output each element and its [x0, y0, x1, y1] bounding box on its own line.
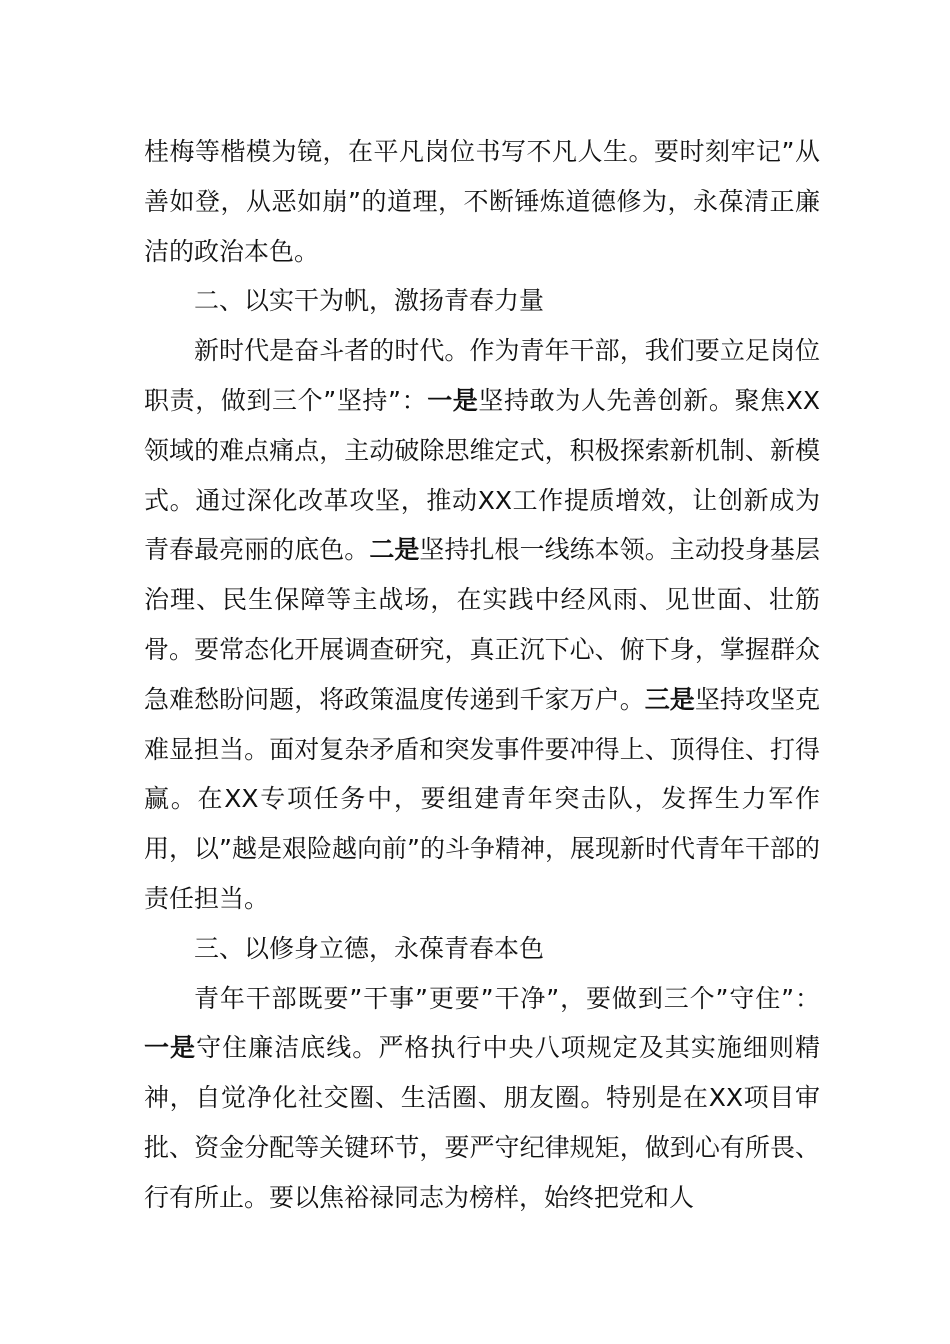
paragraph-2-text-3: 坚持扎根一线练本领。主动投身基层治理、民生保障等主战场，在实践中经风雨、见世面、壮筋骨。要常态化开展调查研究，真正沉下心、俯下身，掌握群众急难愁盼问题，将政策温度传递到千家万户。 [144, 535, 820, 714]
section-heading-3-text: 三、以修身立德，永葆青春本色 [194, 933, 545, 963]
paragraph-1-text: 桂梅等楷模为镜，在平凡岗位书写不凡人生。要时刻牢记”从善如登，从恶如崩”的道理，不断锤炼道德修为，永葆清正廉洁的政治本色。 [144, 137, 820, 266]
paragraph-3-bold-1: 一是 [144, 1033, 197, 1063]
paragraph-2-bold-2: 二是 [369, 535, 420, 565]
paragraph-3-text-2: 守住廉洁底线。严格执行中央八项规定及其实施细则精神，自觉净化社交圈、生活圈、朋友圈。特别是在XX项目审批、资金分配等关键环节，要严守纪律规矩，做到心有所畏、行有所止。要以焦裕禄同志为榜样，始终把党和人 [144, 1033, 820, 1212]
paragraph-2-bold-1: 一是 [427, 385, 479, 415]
document-page [144, 127, 820, 1223]
paragraph-2-text-1: 新时代是奋斗者的时代。作为青年干部，我们要立足岗位职责，做到三个”坚持”： [144, 336, 820, 415]
paragraph-2-bold-3: 三是 [644, 684, 695, 714]
paragraph-2-text-4: 坚持攻坚克难显担当。面对复杂矛盾和突发事件要冲得上、顶得住、打得赢。在XX专项任务中，要组建青年突击队，发挥生力军作用，以”越是艰险越向前”的斗争精神，展现新时代青年干部的责任担当。 [144, 684, 820, 913]
paragraph-1 [144, 127, 820, 276]
section-heading-2-text: 二、以实干为帆，激扬青春力量 [194, 286, 545, 316]
section-heading-2 [144, 276, 820, 326]
paragraph-3 [144, 974, 820, 1223]
paragraph-2 [144, 326, 820, 924]
paragraph-2-text-2: 坚持敢为人先善创新。聚焦XX领域的难点痛点，主动破除思维定式，积极探索新机制、新模式。通过深化改革攻坚，推动XX工作提质增效，让创新成为青春最亮丽的底色。 [144, 385, 820, 565]
section-heading-3 [144, 924, 820, 974]
paragraph-3-text-1: 青年干部既要”干事”更要”干净”，要做到三个”守住”： [194, 983, 820, 1013]
